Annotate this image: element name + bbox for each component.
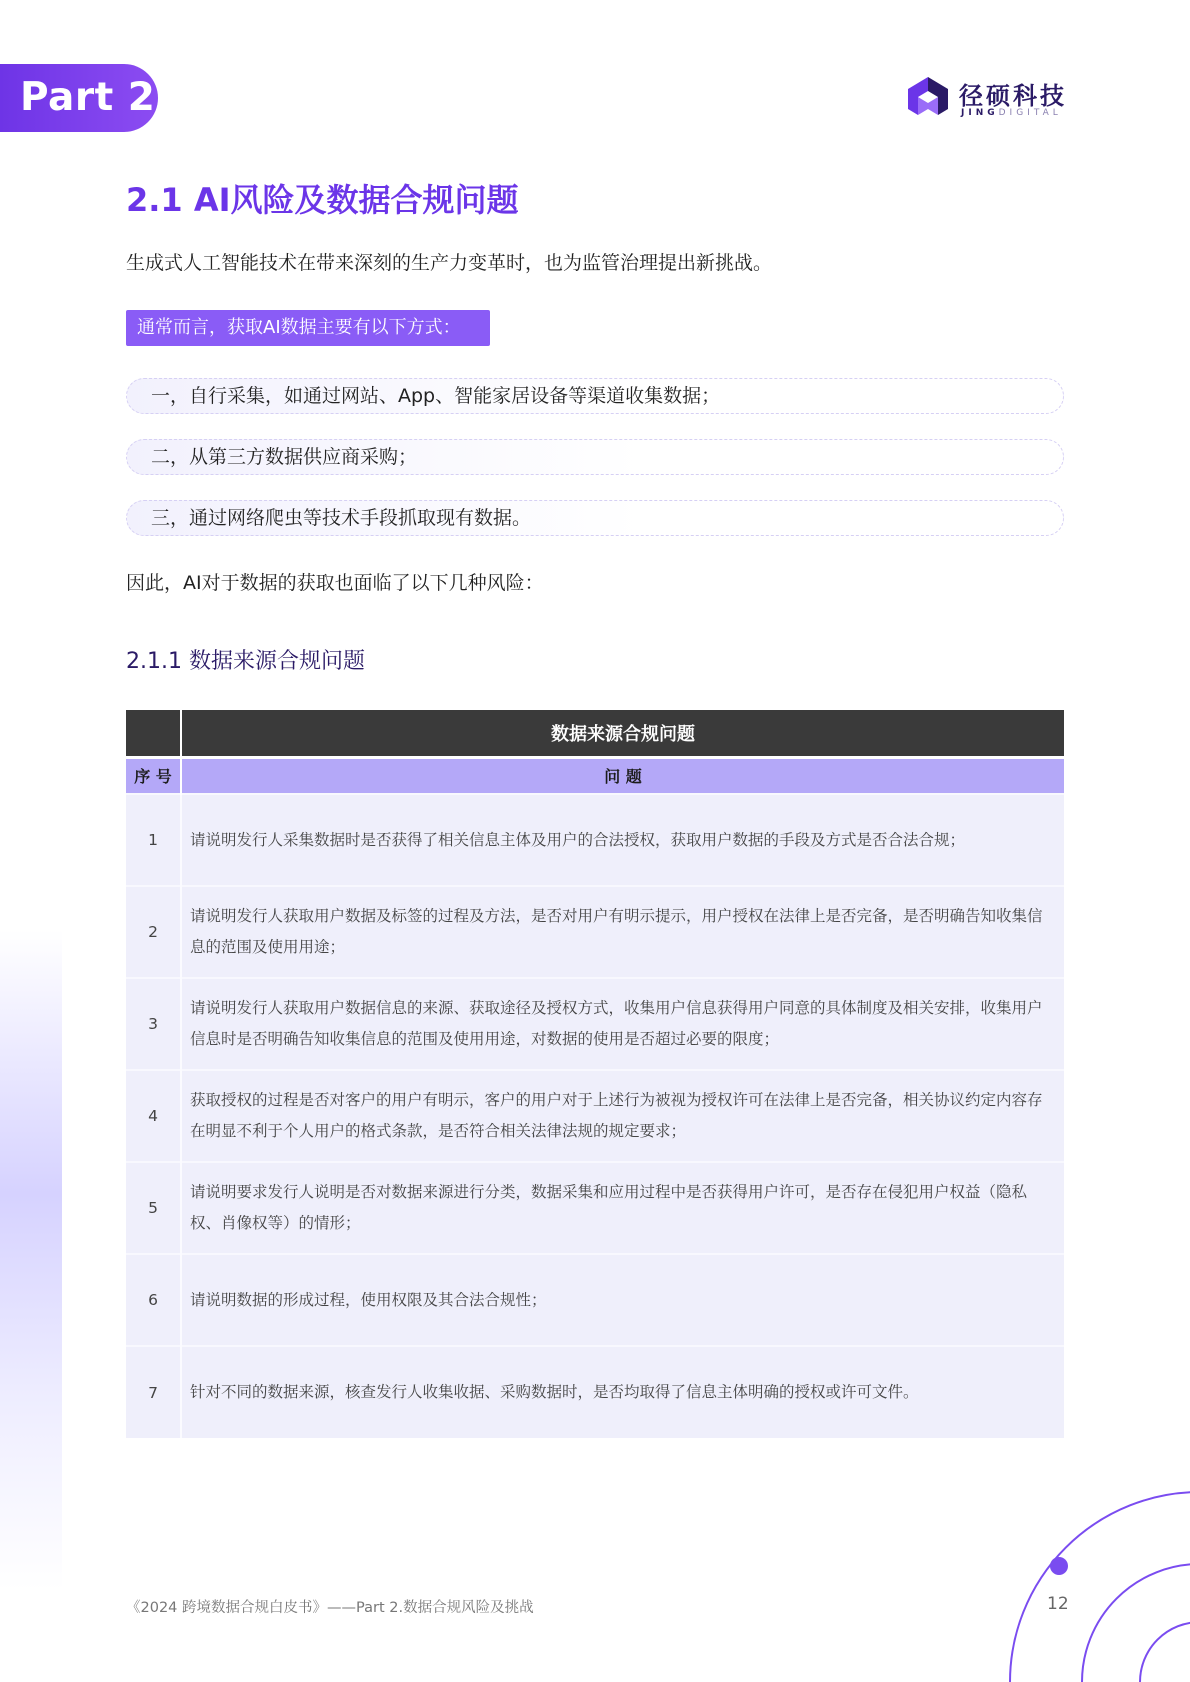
row-number: 2 — [126, 886, 181, 978]
table-row — [126, 1346, 1064, 1438]
table-caption: 数据来源合规问题 — [181, 710, 1064, 757]
decorative-side-glow — [0, 930, 62, 1590]
intro-paragraph: 生成式人工智能技术在带来深刻的生产力变革时，也为监管治理提出新挑战。 — [126, 252, 773, 274]
compliance-table — [126, 710, 1064, 1438]
row-question: 请说明数据的形成过程，使用权限及其合法合规性； — [181, 1254, 1064, 1346]
table-row — [126, 886, 1064, 978]
row-number: 1 — [126, 794, 181, 886]
row-question: 请说明发行人获取用户数据信息的来源、获取途径及授权方式，收集用户信息获得用户同意的具体制度及相关安排，收集用户信息时是否明确告知收集信息的范围及使用用途，对数据的使用是否超过必要的限度； — [181, 978, 1064, 1070]
row-question: 获取授权的过程是否对客户的用户有明示，客户的用户对于上述行为被视为授权许可在法律上是否完备，相关协议约定内容存在明显不利于个人用户的格式条款，是否符合相关法律法规的规定要求； — [181, 1070, 1064, 1162]
page-number: 12 — [1047, 1594, 1069, 1614]
table-row — [126, 1070, 1064, 1162]
logo-mark-icon — [906, 75, 950, 119]
column-header-question: 问 题 — [181, 757, 1064, 794]
row-number: 4 — [126, 1070, 181, 1162]
section-title: 2.1 AI风险及数据合规问题 — [126, 181, 519, 219]
footer-text: 《2024 跨境数据合规白皮书》——Part 2.数据合规风险及挑战 — [126, 1600, 534, 1616]
row-question: 请说明发行人采集数据时是否获得了相关信息主体及用户的合法授权，获取用户数据的手段及方式是否合法合规； — [181, 794, 1064, 886]
row-number: 6 — [126, 1254, 181, 1346]
company-logo — [906, 72, 1068, 124]
table-row — [126, 1162, 1064, 1254]
table-caption-blank — [126, 710, 181, 757]
part-badge: Part 2 — [0, 64, 158, 132]
table-row — [126, 1254, 1064, 1346]
row-question: 针对不同的数据来源，核查发行人收集收据、采购数据时，是否均取得了信息主体明确的授权或许可文件。 — [181, 1346, 1064, 1438]
row-number: 7 — [126, 1346, 181, 1438]
logo-english-name: JINGDIGITAL — [961, 108, 1062, 118]
conclusion-paragraph: 因此，AI对于数据的获取也面临了以下几种风险： — [126, 572, 544, 594]
method-item-2: 二，从第三方数据供应商采购； — [126, 439, 1064, 475]
decorative-dot — [1050, 1557, 1068, 1575]
row-question: 请说明要求发行人说明是否对数据来源进行分类，数据采集和应用过程中是否获得用户许可，是否存在侵犯用户权益（隐私权、肖像权等）的情形； — [181, 1162, 1064, 1254]
method-item-1: 一，自行采集，如通过网站、App、智能家居设备等渠道收集数据； — [126, 378, 1064, 414]
logo-chinese-name: 径硕科技 — [959, 82, 1067, 110]
row-question: 请说明发行人获取用户数据及标签的过程及方法，是否对用户有明示提示，用户授权在法律上是否完备，是否明确告知收集信息的范围及使用用途； — [181, 886, 1064, 978]
table-row — [126, 794, 1064, 886]
row-number: 5 — [126, 1162, 181, 1254]
subsection-title: 2.1.1 数据来源合规问题 — [126, 649, 365, 674]
row-number: 3 — [126, 978, 181, 1070]
column-header-no: 序 号 — [126, 757, 181, 794]
methods-tag: 通常而言，获取AI数据主要有以下方式： — [126, 310, 490, 346]
table-row — [126, 978, 1064, 1070]
method-item-3: 三，通过网络爬虫等技术手段抓取现有数据。 — [126, 500, 1064, 536]
